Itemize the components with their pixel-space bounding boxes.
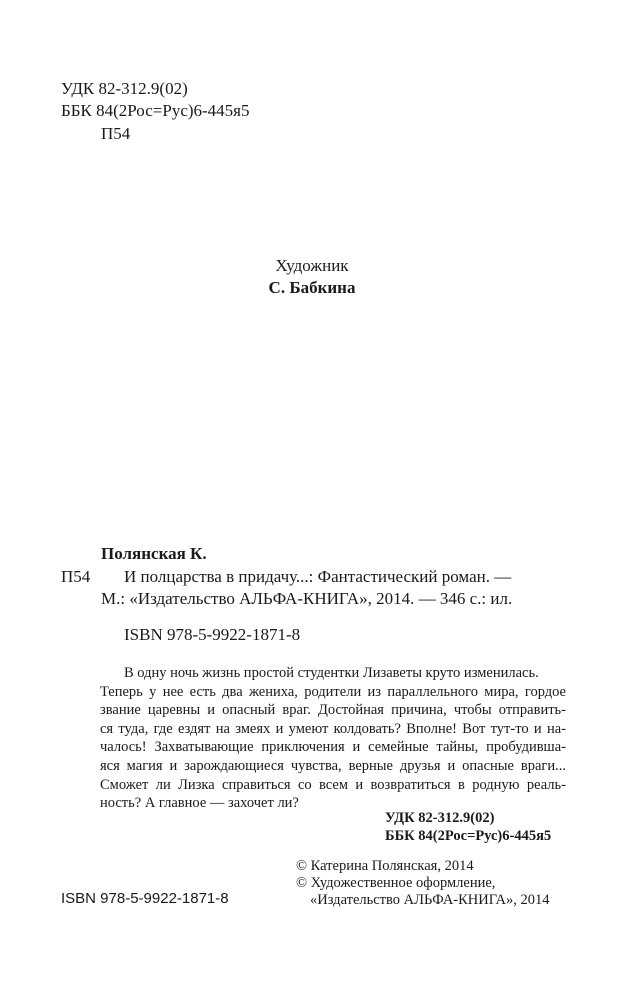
copyright-publisher: «Издательство АЛЬФА-КНИГА», 2014 — [310, 892, 550, 908]
catalog-abstract — [100, 664, 566, 813]
bbk-code: ББК 84(2Рос=Рус)6-445я5 — [61, 101, 250, 120]
catalog-author-mark: П54 — [61, 567, 91, 586]
abstract-line: ность? А главное — захочет ли? — [100, 795, 299, 812]
abstract-line: В одну ночь жизнь простой студентки Лизаветы круто изменилась. — [124, 665, 539, 681]
card-udk-code: УДК 82-312.9(02) — [385, 810, 495, 826]
illustrator-name: С. Бабкина — [268, 278, 356, 297]
abstract-line: звание царевны и опасный враг. Достойная причина, чтобы отправить- — [100, 702, 566, 719]
abstract-line: Теперь у нее есть два жениха, родители из параллельного мира, гордое — [100, 683, 566, 700]
catalog-isbn: ISBN 978-5-9922-1871-8 — [124, 625, 301, 644]
abstract-line: чалось! Захватывающие приключения и семейные тайны, пробудивша- — [100, 739, 566, 756]
abstract-line: яся магия и зарождающиеся чувства, верные друзья и опасные враги... — [100, 757, 566, 774]
copyright-author: © Катерина Полянская, 2014 — [296, 858, 474, 874]
illustrator-label: Художник — [275, 256, 349, 275]
abstract-line: ся туда, где ездят на змеях и умеют колдовать? Вполне! Вот тут-то и на- — [100, 720, 566, 737]
abstract-line: Сможет ли Лизка справиться со всем и возвратиться в родную реаль- — [100, 776, 566, 793]
catalog-publisher-line: М.: «Издательство АЛЬФА-КНИГА», 2014. — 346 с.: ил. — [101, 589, 513, 608]
catalog-author: Полянская К. — [101, 544, 207, 563]
catalog-title-line: И полцарства в придачу...: Фантастический роман. — — [124, 567, 512, 586]
author-mark: П54 — [101, 124, 131, 143]
card-bbk-code: ББК 84(2Рос=Рус)6-445я5 — [385, 828, 552, 844]
footer-isbn: ISBN 978-5-9922-1871-8 — [61, 890, 229, 907]
udk-code: УДК 82-312.9(02) — [61, 79, 188, 98]
copyright-design: © Художественное оформление, — [296, 875, 496, 891]
